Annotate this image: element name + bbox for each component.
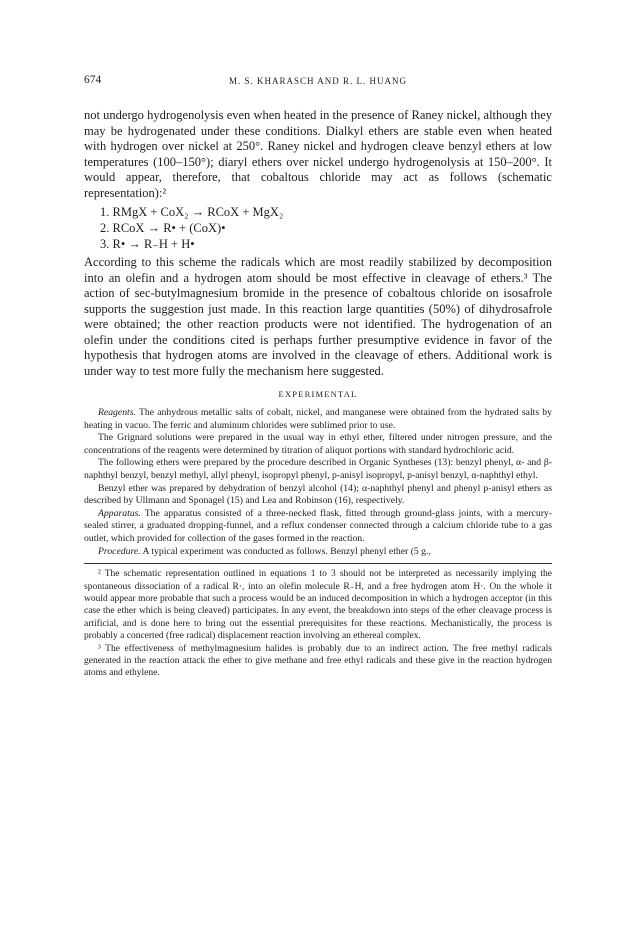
equation-3: 3. R• → R₋H + H• (100, 237, 195, 251)
procedure-text: A typical experiment was conducted as follows. Benzyl phenyl ether (5 g., (140, 545, 431, 557)
reagents-label: Reagents. (98, 407, 136, 418)
running-head (84, 74, 552, 90)
body-paragraph-2: According to this scheme the radicals which are most readily stabilized by decomposition into an olefin and a hydrogen atom should be most effective in cleavage of ethers.³ The action of sec-butylmagnesium bromide in the presence of cobaltous chloride on isosafrole supports the suggestion just made. In this reaction large quantities (50%) of dihydrosafrole were obtained; the other reaction products were not identified. The hydrogenation of an olefin under the conditions cited is perhaps further presumptive evidence in favor of the hypothesis that hydrogen atoms are involved in the cleavage of ethers. Additional work is under way to test more fully the mechanism here suggested. (84, 255, 552, 378)
grignard-paragraph: The Grignard solutions were prepared in the usual way in ethyl ether, filtered under nitrogen pressure, and the concentrations of the reagents were determined by titration of aliquot portions with standard hydrochloric acid. (84, 432, 552, 456)
procedure-paragraph (84, 546, 552, 559)
reagents-paragraph (84, 407, 552, 432)
apparatus-paragraph (84, 508, 552, 546)
equation-list (84, 204, 552, 252)
footnote-2: ² The schematic representation outlined in equations 1 to 3 should not be interpreted as necessarily implying the spontaneous dissociation of a radical R·, into an olefin molecule R₋H, and a free hydrogen atom H·. On the whole it would appear more probable that such a process would be an induced decomposition in which a hydrogen acceptor (in this case the ether which is being cleaved) participates. In any event, the breakdown into steps of the ether cleavage process is artificial, and is done here to bring out the essential prerequisites for these reactions. Mechanistically, the process is probably a concerted (free radical) displacement reaction involving an ethereal complex. (84, 569, 552, 642)
benzyl-ether-paragraph: Benzyl ether was prepared by dehydration of benzyl alcohol (14); α-naphthyl phenyl and phenyl p-anisyl ethers as described by Ullmann and Sponagel (15) and Lea and Robinson (16), respectively. (84, 482, 552, 507)
equation-1: 1. RMgX + CoX₂ → RCoX + MgX₂ (100, 205, 284, 219)
footnotes (84, 568, 552, 680)
reagents-text: The anhydrous metallic salts of cobalt, nickel, and manganese were obtained from the hydrated salts by heating in vacuo. The ferric and aluminum chlorides were sublimed prior to use. (84, 407, 552, 431)
body-paragraph-1: not undergo hydrogenolysis even when heated in the presence of Raney nickel, although they may be hydrogenated under these conditions. Dialkyl ethers are stable even when heated with hydrogen over nickel at 250°. Raney nickel and hydrogen cleave benzyl ethers at low temperatures (100–150°); diaryl ethers over nickel undergo hydrogenolysis at 150–200°. It would appear, therefore, that cobaltous chloride may act as follows (schematic representation):² (84, 108, 552, 200)
footnote-3: ³ The effectiveness of methylmagnesium halides is probably due to an indirect action. The free methyl radicals generated in the reaction attack the ether to give methane and free ethyl radicals and these give in the reaction hydrogen atoms and ethylene. (84, 643, 552, 679)
procedure-label: Procedure. (98, 545, 141, 557)
ethers-paragraph: The following ethers were prepared by the procedure described in Organic Syntheses (13): benzyl phenyl, α- and β-naphthyl benzyl, benzyl methyl, allyl phenyl, isopropyl phenyl, p-anisyl isopropyl, p-anisyl benzyl, α-naphthyl ethyl. (84, 457, 552, 481)
page-number: 674 (84, 74, 102, 86)
footnote-divider (84, 563, 552, 564)
apparatus-label: Apparatus. (98, 507, 141, 519)
journal-page (84, 74, 552, 680)
equation-2: 2. RCoX → R• + (CoX)• (100, 221, 226, 235)
running-title: M. S. KHARASCH AND R. L. HUANG (228, 76, 408, 86)
section-heading-experimental: EXPERIMENTAL (278, 389, 358, 399)
apparatus-text: The apparatus consisted of a three-necked flask, fitted through ground-glass joints, with a mercury-sealed stirrer, a graduated dropping-funnel, and a reflux condenser connected through a calcium chloride tube to a gas outlet, which provided for collection of the gases formed in the reaction. (84, 507, 552, 544)
